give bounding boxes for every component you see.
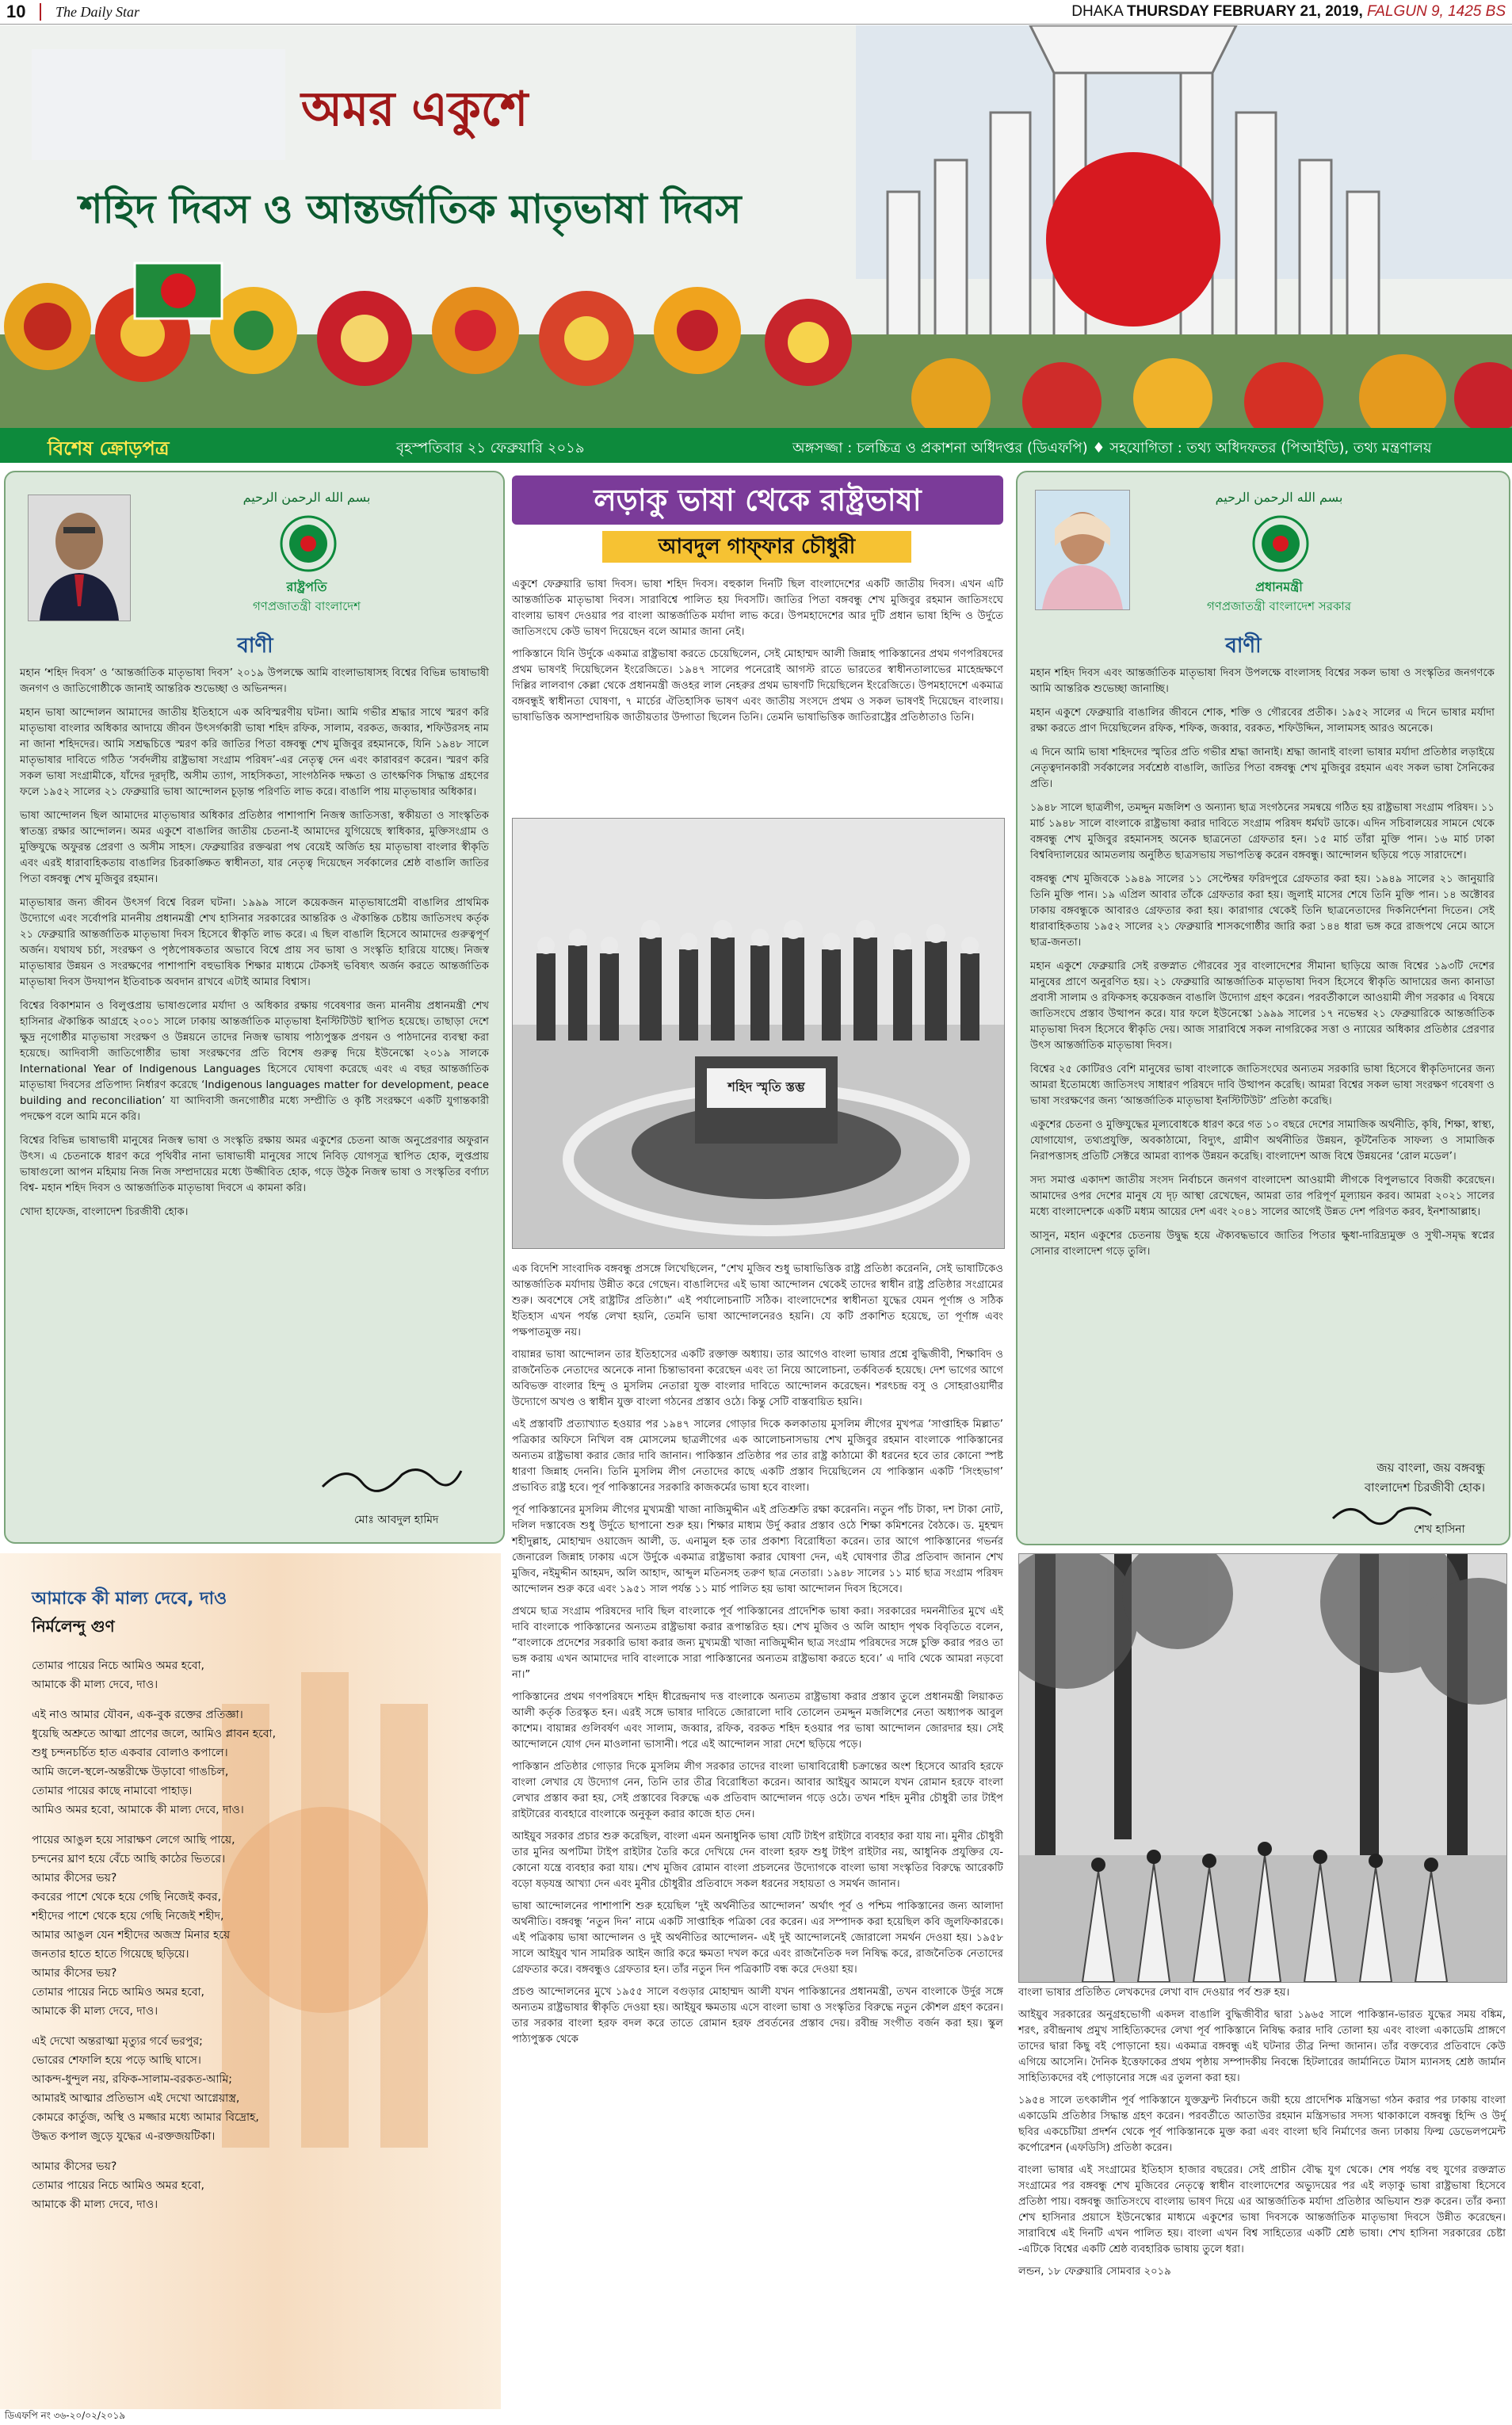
pm-paragraph: বঙ্গবন্ধু শেখ মুজিবকে ১৯৪৯ সালের ১১ সেপ্টেম্বর ফরিদপুরে গ্রেফতার করা হয়। ১৯৪৯ সালের ২১ জানুয়ারি তিনি মুক্তি পান। ১৯ এপ্রিল আবার তাঁকে গ্রেফতার করা হয়। জুলাই মাসের শেষে তিনি মুক্তি পান। ১৪ অক্টোবর ঢাকায় বঙ্গবন্ধুকে আবারও গ্রেফতার করা হয়। কারাগার থেকেই তিনি ছাত্রনেতাদের দিকনির্দেশনা দিতেন। সেই ধারাবাহিকতায় ১৯৫২ সালের ২১ ফেব্রুয়ারি শাসকগোষ্ঠীর জারি করা ১৪৪ ধারা ভঙ্গ করে রাজপথে নেমে আসে ছাত্র-জনতা। [1030, 873, 1495, 949]
photo-caption: বাংলা ভাষার প্রতিষ্ঠিত লেখকদের লেখা বাদ দেওয়ার পর্ব শুরু হয়। [1018, 1987, 1290, 1999]
pm-paragraph: মহান শহিদ দিবস এবং আন্তর্জাতিক মাতৃভাষা দিবস উপলক্ষে বাংলাসহ বিশ্বের সকল ভাষা ও সংস্কৃতির জনগণকে আমি আন্তরিক শুভেচ্ছা জানাচ্ছি। [1030, 667, 1495, 695]
president-signature-icon [315, 1447, 465, 1503]
poem-line: শহীদের পাশে থেকে হয়ে গেছি নিজেই শহীদ, [32, 1910, 224, 1923]
president-photo [28, 495, 131, 621]
president-paragraph: বিশ্বের বিকাশমান ও বিলুপ্তপ্রায় ভাষাগুলোর মর্যাদা ও অধিকার রক্ষায় গবেষণার জন্য মাননীয় প্রধানমন্ত্রী শেখ হাসিনার ঐকান্তিক আগ্রহে ২০০১ সালে ঢাকায় আন্তর্জাতিক মাতৃভাষা ইনস্টিটিউট স্থাপিত হয়েছে। তাছাড়া দেশে ক্ষুদ্র নৃগোষ্ঠীর মাতৃভাষা সংরক্ষণ ও উন্নয়নে তাদের নিজস্ব ভাষায় পাঠ্যপুস্তক প্রণয়ন ও পাঠদানের ব্যবস্থা করা হয়েছে। আদিবাসী জাতিগোষ্ঠীর ভাষা সংরক্ষণের প্রতি বিশেষ গুরুত্ব দিয়ে ইউনেস্কো ২০১৯ সালকে International Year of Indigenous Languages হিসেবে ঘোষণা করেছে এবং এ বছর আন্তর্জাতিক মাতৃভাষা দিবসের প্রতিপাদ্য নির্ধারণ করেছে ‘Indigenous languages matter for development, peace building and reconciliation’ যা আদিবাসী জনগোষ্ঠীর মধ্যে সম্প্রীতি ও কৃষ্টি সংরক্ষণে একটি যুগান্তকারী পদক্ষেপ বলে আমি মনে করি। [20, 1000, 489, 1123]
pm-bismillah: بسم الله الرحمن الرحيم [1215, 490, 1343, 505]
supplement-date: বৃহস্পতিবার ২১ ফেব্রুয়ারি ২০১৯ [396, 440, 585, 456]
pm-paragraph: ১৯৪৮ সালে ছাত্রলীগ, তমদ্দুন মজলিশ ও অন্যান্য ছাত্র সংগঠনের সমন্বয়ে গঠিত হয় রাষ্ট্রভাষা সংগ্রাম পরিষদ। ১১ মার্চ ১৯৪৮ সালে বাংলাকে রাষ্ট্রভাষা করার দাবিতে সংগ্রাম পরিষদ ধর্মঘট ডাকে। এদিন সচিবালয়ের সামনে থেকে বঙ্গবন্ধু শেখ মুজিবুর রহমানসহ অনেক ছাত্রনেতা গ্রেফতার হন। ১৫ মার্চ তাঁরা মুক্তি পান। ১৬ মার্চ ঢাকা বিশ্ববিদ্যালয়ের আমতলায় অনুষ্ঠিত ছাত্রসভায় সভাপতিত্ব করেন বঙ্গবন্ধু। আন্দোলন ছড়িয়ে পড়ে সারাদেশে। [1030, 802, 1495, 861]
banner-title-shahid-dibos: শহিদ দিবস ও আন্তর্জাতিক মাতৃভাষা দিবস [79, 185, 742, 232]
pm-govt-label: গণপ্রজাতন্ত্রী বাংলাদেশ সরকার [1206, 599, 1352, 613]
pm-paragraph: একুশের চেতনা ও মুক্তিযুদ্ধের মূল্যবোধকে ধারণ করে গত ১০ বছরে দেশের সামাজিক অর্থনীতি, কৃষি, শিক্ষা, স্বাস্থ্য, যোগাযোগ, তথ্যপ্রযুক্তি, অবকাঠামো, বিদ্যুৎ, গ্রামীণ অর্থনীতির উন্নয়ন, কূটনৈতিক সাফল্য ও সামাজিক নিরাপত্তাসহ প্রতিটি সেক্টরে আমরা ব্যাপক উন্নয়ন করেছি। বাংলাদেশ আজ বিশ্বে উন্নয়নের ‘রোল মডেল’। [1030, 1119, 1495, 1163]
pm-closing-2: বাংলাদেশ চিরজীবী হোক। [1364, 1480, 1485, 1495]
poem-line: আমাকে কী মাল্য দেবে, দাও। [32, 2005, 158, 2018]
poem-line: আমার আঙুল যেন শহীদের অজস্র মিনার হয়ে [32, 1929, 231, 1942]
dateline-city: DHAKA [1071, 3, 1123, 20]
pm-paragraph: বিশ্বের ২৫ কোটিরও বেশি মানুষের ভাষা বাংলাকে জাতিসংঘের অন্যতম সরকারি ভাষা হিসেবে স্বীকৃতিদানের জন্য আমরা ইতোমধ্যে জাতিসংঘ সাধারণ পরিষদে দাবি উত্থাপন করেছি। আমরা বিশ্বের সকল ভাষা সংরক্ষণ গবেষণা ও ভাষা সংরক্ষণের জন্য ‘আন্তর্জাতিক মাতৃভাষা ইনস্টিটিউট’ প্রতিষ্ঠা করেছি। [1030, 1064, 1495, 1107]
poem-stanza [32, 2032, 475, 2146]
poem-line: আমি জলে-স্থলে-অন্তরীক্ষে উড়াবো গাঙচিল, [32, 1766, 229, 1778]
poem-line: পায়ের আঙুল হয়ে সারাক্ষণ লেগে আছি পায়ে, [32, 1834, 235, 1846]
header-divider [40, 3, 41, 21]
pm-closing-1: জয় বাংলা, জয় বঙ্গবন্ধু [1376, 1461, 1485, 1475]
government-seal-icon [1247, 514, 1314, 574]
photo-monument-sign: শহিদ স্মৃতি স্তম্ভ [727, 1079, 805, 1094]
article-paragraph: আইয়ুব সরকার প্রচার শুরু করেছিল, বাংলা এমন অনাধুনিক ভাষা যেটি টাইপ রাইটারে ব্যবহার করা যায় না। মুনীর চৌধুরী তার মুনির অপটিমা টাইপ রাইটার তৈরি করে দেখিয়ে দেন বাংলা হরফ শুধু টাইপ রাইটার নয়, আধুনিক প্রযুক্তির যে-কোনো যন্ত্রে ব্যবহার করা যায়। শেখ মুজিব রোমান বাংলা প্রচলনের উদ্যোগকে বাংলা ভাষা সংস্কৃতির বিরুদ্ধে আরেকটি বড়ো ষড়যন্ত্র আখ্যা দেন এবং মুনীর চৌধুরীর প্রতিবাদে সকল ধরনের সহায়তা ও সমর্থন জানান। [512, 1831, 1003, 1890]
pm-role: প্রধানমন্ত্রী [1255, 579, 1303, 594]
president-message-heading: বাণী [237, 634, 273, 658]
poem-line: আমিও অমর হবো, আমাকে কী মাল্য দেবে, দাও। [32, 1804, 244, 1816]
poem-line: ভোরের শেফালি হয়ে পড়ে আছি ঘাসে। [32, 2054, 201, 2067]
poem-line: এই দেখো অন্তরাত্মা মৃত্যুর গর্বে ভরপুর; [32, 2035, 203, 2048]
poem-line: আমার কীসের ভয়? [32, 1967, 117, 1980]
poem-line: আমার কীসের ভয়? [32, 2160, 117, 2173]
pm-paragraph: মহান একুশে ফেব্রুয়ারি সেই রক্তস্নাত গৌরবের সুর বাংলাদেশের সীমানা ছাড়িয়ে আজ বিশ্বের ১৯৩টি দেশের মানুষের প্রাণে অনুরণিত হয়। ২১ ফেব্রুয়ারি আন্তর্জাতিক মাতৃভাষা দিবস হিসেবে স্বীকৃতি আদায়ের জন্য কানাডা প্রবাসী সালাম ও রফিকসহ কয়েকজন বাঙালি উদ্যোগ গ্রহণ করেন। পরবর্তীকালে আওয়ামী লীগ সরকার এ বিষয়ে জাতিসংঘে প্রস্তাব উত্থাপন করে। যার ফলে ইউনেস্কো ১৯৯৯ সালের ১৭ নভেম্বর ২১ ফেব্রুয়ারিকে আন্তর্জাতিক মাতৃভাষা দিবস হিসেবে স্বীকৃতি দেয়। আজ সারাবিশ্বে সকল নাগরিকের সত্তা ও ন্যায়ের অধিকার প্রতিষ্ঠার প্রেরণার উৎস আন্তর্জাতিক মাতৃভাষা দিবস। [1030, 960, 1495, 1052]
article-paragraph: বায়ান্নর ভাষা আন্দোলন তার ইতিহাসের একটি রক্তাক্ত অধ্যায়। তার আগেও বাংলা ভাষার প্রশ্নে বুদ্ধিজীবী, শিক্ষাবিদ ও রাজনৈতিক নেতাদের অনেকে নানা চিন্তাভাবনা করেছেন এবং তা নিয়ে আলোচনা, তর্কবিতর্ক হয়েছে। দেশ ভাগের আগে অবিভক্ত বাংলার হিন্দু ও মুসলিম নেতারা যুক্ত বাংলার দাবিতে আন্দোলন করেছেন। শরৎচন্দ্র বসু ও সোহরাওয়ার্দীর উদ্যোগে অখণ্ড ও স্বাধীন যুক্ত বাংলা গঠনের প্রস্তাব ওঠে। কিন্তু সেটি বাস্তবায়িত হয়নি। [512, 1349, 1003, 1408]
pm-message-heading: বাণী [1225, 634, 1262, 658]
president-paragraph: মাতৃভাষার জন্য জীবন উৎসর্গ বিশ্বে বিরল ঘটনা। ১৯৯৯ সালে কয়েকজন মাতৃভাষাপ্রেমী বাঙালির প্রাথমিক উদ্যোগে এবং সর্বোপরি মাননীয় প্রধানমন্ত্রী শেখ হাসিনার সরকারের আন্তরিক ও ঐকান্তিক চেষ্টায় জাতিসংঘ কর্তৃক ২১ ফেব্রুয়ারি আন্তর্জাতিক মাতৃভাষা দিবস হিসেবে স্বীকৃতি লাভ করে। এ ছিল বাঙালি হিসেবে আমাদের গুরুত্বপূর্ণ অর্জন। যথাযথ চর্চা, সংরক্ষণ ও পৃষ্ঠপোষকতার অভাবে বিশ্বে প্রায় সব ভাষা ও সংস্কৃতি হারিয়ে যাচ্ছে। নিজস্ব মাতৃভাষার উন্নয়ন ও সংরক্ষণের পাশাপাশি বহুভাষিক শিক্ষার মাধ্যমে টেকসই ভবিষ্যৎ অর্জন করতে আন্তর্জাতিক মাতৃভাষা দিবস উদযাপন ইতিবাচক অবদান রাখবে এটাই আমার বিশ্বাস। [20, 897, 489, 988]
poem-line: তোমার পায়ের নিচে আমিও অমর হবো, [32, 1659, 205, 1672]
poem-line: শুধু চন্দনচর্চিত হাত একবার বোলাও কপালে। [32, 1747, 228, 1759]
article-paragraph: প্রথমে ছাত্র সংগ্রাম পরিষদের দাবি ছিল বাংলাকে পূর্ব পাকিস্তানের প্রাদেশিক ভাষা করা। সরকারের দমননীতির মুখে এই দাবি বাংলাকে পাকিস্তানের অন্যতম রাষ্ট্রভাষা করার রূপান্তরিত হয়। শেখ মুজিব ও অলি আহাদ পৃথক বিবৃতিতে বলেন, “বাংলাকে প্রদেশের সরকারি ভাষা করার জন্য মুখ্যমন্ত্রী খাজা নাজিমুদ্দীন ছাত্র সংগ্রাম পরিষদের সঙ্গে চুক্তি করার পরও তা ভঙ্গ করায় এখন আমাদের দাবি বাংলাকে সারা পাকিস্তানের অন্যতম রাষ্ট্রভাষা করতে হবে।’ এ দাবি থেকে আমরা নড়বো না।” [512, 1606, 1003, 1681]
poem-line: ধুয়েছি অশ্রুতে আত্মা প্রাণের জলে, আমিও প্লাবন হবো, [32, 1728, 277, 1740]
poem-line: তোমার পায়ের কাছে নামাবো পাহাড়। [32, 1785, 193, 1797]
poem-line: আমাকে কী মাল্য দেবে, দাও। [32, 1678, 158, 1691]
poem-line: আমারই আত্মার প্রতিভাস এই দেখো আগ্নেয়াস্ত্র, [32, 2092, 240, 2105]
poem-body [32, 1656, 475, 2225]
president-paragraph: বিশ্বের বিভিন্ন ভাষাভাষী মানুষের নিজস্ব ভাষা ও সংস্কৃতি রক্ষায় অমর একুশের চেতনা আজ অনুপ্রেরণার অফুরান উৎস। এ চেতনাকে ধারণ করে পৃথিবীর নানা ভাষাভাষী মানুষের সাথে নিবিড় যোগসূত্র স্থাপিত হোক, লুপ্তপ্রায় ভাষাগুলো আপন মহিমায় নিজ নিজ সম্প্রদায়ের মধ্যে উজ্জীবিত হোক, গড়ে উঠুক নিজস্ব ভাষা ও সংস্কৃতির বর্ণাঢ্য বিশ্ব- মহান শহিদ দিবস ও আন্তর্জাতিক মাতৃভাষা দিবসে এ কামনা করি। [20, 1135, 489, 1194]
president-paragraph: ভাষা আন্দোলন ছিল আমাদের মাতৃভাষার অধিকার প্রতিষ্ঠার পাশাপাশি নিজস্ব জাতিসত্তা, স্বকীয়তা ও সাংস্কৃতিক স্বাতন্ত্র্য রক্ষার আন্দোলন। অমর একুশে বাঙালির জাতীয় চেতনা-ই আমাদের যুগিয়েছে স্বাধিকার, মুক্তিসংগ্রাম ও মুক্তিযুদ্ধে অফুরন্ত প্রেরণা ও অসীম সাহস। ফেব্রুয়ারির রক্তঝরা পথ বেয়েই অর্জিত হয় মাতৃভাষা বাংলার স্বীকৃতি এবং এরই ধারাবাহিকতায় বাঙালির চিরকাঙ্ক্ষিত স্বাধীনতা, যার নেতৃত্ব দিয়েছেন সর্বকালের শ্রেষ্ঠ বাঙালি জাতির পিতা বঙ্গবন্ধু শেখ মুজিবুর রহমান। [20, 810, 489, 885]
article-dateline: লন্ডন, ১৮ ফেব্রুয়ারি সোমবার ২০১৯ [1018, 2266, 1171, 2278]
poem-stanza [32, 1656, 475, 1694]
poem-line: আমাকে কী মাল্য দেবে, দাও। [32, 2198, 158, 2211]
president-signature-name: মোঃ আবদুল হামিদ [354, 1514, 439, 1526]
supplement-credit: অঙ্গসজ্জা : চলচ্চিত্র ও প্রকাশনা অধিদপ্তর (ডিএফপি) ♦ সহযোগিতা : তথ্য অধিদফতর (পিআইডি), তথ্য মন্ত্রণালয় [792, 440, 1432, 456]
article-paragraph: ১৯৫৪ সালে তৎকালীন পূর্ব পাকিস্তানে যুক্তফ্রন্ট নির্বাচনে জয়ী হয়ে প্রাদেশিক মন্ত্রিসভা গঠন করার পর ঢাকায় বাংলা একাডেমি প্রতিষ্ঠার সিদ্ধান্ত গ্রহণ করেন। পরবর্তীতে আতাউর রহমান মন্ত্রিসভার সদস্য থাকাকালে বঙ্গবন্ধু হিন্দি ও উর্দু ছবির একচেটিয়া প্রদর্শন থেকে পূর্ব পাকিস্তানকে মুক্ত করা এবং বাংলা ছবি নির্মাণের জন্য ঢাকায় ফিল্ম ডেভেলপমেন্ট কর্পোরেশন (এফডিসি) প্রতিষ্ঠা করেন। [1018, 2095, 1506, 2154]
pm-paragraph: মহান একুশে ফেব্রুয়ারি বাঙালির জীবনে শোক, শক্তি ও গৌরবের প্রতীক। ১৯৫২ সালের এ দিনে ভাষার মর্যাদা রক্ষা করতে প্রাণ দিয়েছিলেন রফিক, শফিক, জব্বার, বরকত, শফিউদ্দিন, সালামসহ আরও অনেকে। [1030, 707, 1495, 735]
poem-title: আমাকে কী মাল্য দেবে, দাও [32, 1589, 227, 1609]
article-paragraph: বাংলা ভাষার এই সংগ্রামের ইতিহাস হাজার বছরের। সেই প্রাচীন বৌদ্ধ যুগ থেকে। শেষ পর্যন্ত বহু যুগের রক্তস্নাত সংগ্রামের পর বঙ্গবন্ধু শেখ মুজিবের নেতৃত্বে স্বাধীন বাংলাদেশের অভ্যুদয়ের পর এই লড়াকু ভাষা রাষ্ট্রভাষা হিসেবে প্রতিষ্ঠা পায়। বঙ্গবন্ধু জাতিসংঘে বাংলায় ভাষণ দিয়ে এর আন্তর্জাতিক মর্যাদা প্রতিষ্ঠার অভিযান শুরু করেন। তাঁর কন্যা শেখ হাসিনার প্রয়াসে ইউনেস্কোর মাধ্যমে একুশের ভাষা দিবসকে আন্তর্জাতিক মাতৃভাষা দিবসে উন্নীত করেছেন। সারাবিশ্বে এই দিনটি এখন পালিত হয়। বাংলা এখন বিশ্ব সাহিত্যের একটি শ্রেষ্ঠ ভাষা। শেখ হাসিনা সরকারের চেষ্টা -এটিকে বিশ্বের একটি শ্রেষ্ঠ ব্যবহারিক ভাষায় তুলে ধরা। [1018, 2164, 1506, 2255]
article-paragraph: এই প্রস্তাবটি প্রত্যাখ্যাত হওয়ার পর ১৯৪৭ সালের গোড়ার দিকে কলকাতায় মুসলিম লীগের মুখপত্র ‘সাপ্তাহিক মিল্লাত’ পত্রিকার অফিসে নিখিল বঙ্গ মোসলেম ছাত্রলীগের এক আলোচনাসভায় শেখ মুজিবুর রহমান বাংলাকে পাকিস্তানের অন্যতম রাষ্ট্রভাষা করার জোর দাবি জানান। পাকিস্তান প্রতিষ্ঠার পর তার রাষ্ট্র কাঠামো কী ধরনের হবে তার কোনো স্পষ্ট ধারণা জিন্নাহ দেননি। তিনি মুসলিম লীগ নেতাদের কাছে একটি প্রস্তাব দিয়েছিলেন যে পাকিস্তান একটি ‘সিংহভাগ’ প্রভাবিত রাষ্ট্র হবে। পূর্ব পাকিস্তানের সরকারি কাজকর্মের ভাষা হবে বাংলা। [512, 1419, 1003, 1494]
article-title: লড়াকু ভাষা থেকে রাষ্ট্রভাষা [594, 483, 922, 517]
poem-line: আমার কীসের ভয়? [32, 1872, 117, 1885]
president-portrait-icon [29, 495, 130, 621]
article-paragraph: ভাষা আন্দোলনের পাশাপাশি শুরু হয়েছিল ‘দুই অর্থনীতির আন্দোলন’ অর্থাৎ পূর্ব ও পশ্চিম পাকিস্তানের জন্য আলাদা অর্থনীতি। বঙ্গবন্ধু ‘নতুন দিন’ নামে একটি সাপ্তাহিক পত্রিকা বের করেন। এর সম্পাদক করা হয়েছিল কবি জুলফিকারকে। এই পত্রিকায় ভাষা আন্দোলন ও দুই অর্থনীতির আন্দোলন- এই দুই আন্দোলনেই জোরালো সমর্থন দেওয়া হয়। ১৯৫৮ সালে আইয়ুব খান সামরিক আইন জারি করে ক্ষমতা দখল করে এবং রাজনৈতিক দল নিষিদ্ধ করে, রাজনৈতিক নেতাদের গ্রেফতার করে। বঙ্গবন্ধুও গ্রেফতার হন। তাঁর নতুন দিন পত্রিকাটি বন্ধ করে দেওয়া হয়। [512, 1900, 1003, 1976]
article-paragraph: এক বিদেশি সাংবাদিক বঙ্গবন্ধু প্রসঙ্গে লিখেছিলেন, “শেখ মুজিব শুধু ভাষাভিত্তিক রাষ্ট্র প্রতিষ্ঠা করেননি, সেই ভাষাটিকেও আন্তর্জাতিক মর্যাদায় উন্নীত করে গেছেন। বাঙালিদের এই ভাষা আন্দোলন থেকেই তাদের স্বাধীন রাষ্ট্র প্রতিষ্ঠার সংগ্রামের শুরু। অবশেষে সেই রাষ্ট্রটির প্রতিষ্ঠা।” এই পর্যালোচনাটি সঠিক। বাংলাদেশের স্বাধীনতা যুদ্ধের যেমন পূর্ণাঙ্গ ও সঠিক ইতিহাস এখন পর্যন্ত লেখা হয়নি, তেমনি ভাষা আন্দোলনেরও হয়নি। যে কটি প্রকাশিত হয়েছে, তা পূর্ণাঙ্গ এবং পক্ষপাতমুক্ত নয়। [512, 1263, 1003, 1339]
poem-line: আকন্দ-ধুন্দুল নয়, রফিক-সালাম-বরকত-আমি; [32, 2073, 232, 2086]
supplement-label: বিশেষ ক্রোড়পত্র [48, 437, 170, 460]
poem-panel [0, 1553, 501, 2409]
newspaper-name: The Daily Star [55, 4, 139, 20]
pm-photo [1035, 490, 1130, 610]
poem-poet: নির্মলেন্দু গুণ [32, 1617, 115, 1636]
procession-photo-icon [1019, 1554, 1506, 1982]
president-paragraph: মহান ভাষা আন্দোলন আমাদের জাতীয় ইতিহাসে এক অবিস্মরণীয় ঘটনা। আমি গভীর শ্রদ্ধার সাথে স্মরণ করি মাতৃভাষা বাংলার অধিকার আদায়ে জীবন উৎসর্গকারী ভাষা শহিদ রফিক, সালাম, বরকত, জব্বার, শফিউরসহ নাম না জানা শহিদদের। আমি সশ্রদ্ধচিত্তে স্মরণ করি জাতির পিতা বঙ্গবন্ধু শেখ মুজিবুর রহমানকে, যিনি ১৯৪৮ সালে মাতৃভাষার দাবিতে গঠিত ‘সর্বদলীয় রাষ্ট্রভাষা সংগ্রাম পরিষদ’-এর নেতৃত্ব দেন এবং কারাবরণ করেন। স্মরণ করি সকল ভাষা সংগ্রামীকে, যাঁদের দূরদৃষ্টি, অসীম ত্যাগ, সাহসিকতা, সাংগঠনিক দক্ষতা ও তাৎক্ষণিক সিদ্ধান্ত গ্রহণের ফলে ১৯৫২ সালের ২১ ফেব্রুয়ারি ভাষা আন্দোলন চূড়ান্ত পরিণতি লাভ করে। বাঙালি পায় মাতৃভাষার অধিকার। [20, 707, 489, 798]
president-bismillah: بسم الله الرحمن الرحيم [242, 490, 371, 505]
article-paragraph: পাকিস্তানে যিনি উর্দুকে একমাত্র রাষ্ট্রভাষা করতে চেয়েছিলেন, সেই মোহাম্মদ আলী জিন্নাহ পাকিস্তানের প্রথম গণপরিষদের প্রথম ভাষণই দিয়েছিলেন ইংরেজিতে। ১৯৪৭ সালের পনেরোই আগস্ট রাতে ভারতের স্বাধীনতালাভের মাহেন্দ্রক্ষণে দিল্লির লালবাগ কেল্লা থেকে প্রধানমন্ত্রী জওহর লাল নেহরুর প্রথম ভাষণটি দিয়েছিলেন ইংরেজিতে। উপমহাদেশে একমাত্র বঙ্গবন্ধুই স্বাধীনতা ঘোষণা, ৭ মার্চের ঐতিহাসিক ভাষণ এবং জাতীয় সংসদে প্রথম ও সকল ভাষণই দিয়েছেন বাংলায়। ভাষাভিত্তিক অসাম্প্রদায়িক জাতীয়তার উদ্গাতা ছিলেন তিনি। তেমনি ভাষাভিত্তিক জাতিরাষ্ট্রের প্রতিষ্ঠাতাও তিনি। [512, 648, 1003, 724]
government-seal-icon [275, 514, 342, 574]
article-paragraph: পাকিস্তান প্রতিষ্ঠার গোড়ার দিকে মুসলিম লীগ সরকার তাদের বাংলা ভাষাবিরোধী চক্রান্তের অংশ হিসেবে আরবি হরফে বাংলা লেখার যে উদ্যোগ নেন, তিনি তার তীব্র বিরোধিতা করেন। আবার আইয়ুব আমলে যখন রোমান হরফে বাংলা লেখার প্রস্তাব করা হয়, সেই প্রস্তাবের বিরুদ্ধে এক প্রতিবাদ আন্দোলন গড়ে ওঠে। তখন শহিদ মুনীর চৌধুরী তার টাইপ রাইটারের ব্যবহারে বাংলাকে অনুকূল করার কাজে হাত দেন। [512, 1761, 1003, 1820]
poem-stanza [32, 2157, 475, 2214]
pm-message-body [1030, 666, 1495, 1268]
president-message-body [20, 666, 489, 1228]
dateline [1071, 3, 1506, 21]
article-photo-procession [1018, 1553, 1507, 1983]
president-paragraph: মহান ‘শহিদ দিবস’ ও ‘আন্তর্জাতিক মাতৃভাষা দিবস’ ২০১৯ উপলক্ষে আমি বাংলাভাষাসহ বিশ্বের বিভিন্ন ভাষাভাষী জনগণ ও জাতিগোষ্ঠীকে জানাই আন্তরিক শুভেচ্ছা ও অভিনন্দন। [20, 667, 489, 695]
article-author: আবদুল গাফ্‌ফার চৌধুরী [602, 531, 911, 563]
poem-line: কোমরে কার্তুজ, অস্থি ও মজ্জার মধ্যে আমার বিদ্রোহ, [32, 2111, 259, 2124]
dfp-code: ডিএফপি নং ৩৬-২০/০২/২০১৯ [5, 2410, 126, 2421]
supplement-ribbon [0, 428, 1512, 463]
page-header [0, 0, 1512, 25]
president-message-panel [4, 471, 505, 1544]
article-paragraph: পাকিস্তানের প্রথম গণপরিষদে শহিদ ধীরেন্দ্রনাথ দত্ত বাংলাকে অন্যতম রাষ্ট্রভাষা করার প্রস্তাব তুলে প্রধানমন্ত্রী লিয়াকত আলী কর্তৃক তিরস্কৃত হন। এরই সঙ্গে ভাষার দাবিতে জোরালো দাবি তোলেন তমদ্দুন মজলিশের নেতা অধ্যাপক আবুল কাশেম। বায়ান্নর গুলিবর্ষণ এবং সালাম, জব্বার, রফিক, বরকত শহিদ হওয়ার পর ভাষা আন্দোলন জোরদার হয়। সেই আন্দোলনে যোগ দেন মাওলানা ভাসানী। পরে এই আন্দোলন সারা দেশে ছড়িয়ে পড়ে। [512, 1691, 1003, 1751]
banner [0, 25, 1512, 428]
poem-line: চন্দনের ঘ্রাণ হয়ে বেঁচে আছি কাঠের ভিতরে। [32, 1853, 226, 1866]
banner-title-amar-ekushe: অমর একুশে [301, 82, 529, 137]
article-body [512, 1262, 1003, 2054]
article-title-banner [512, 475, 1003, 525]
poem-stanza [32, 1705, 475, 1820]
pm-paragraph: এ দিনে আমি ভাষা শহিদদের স্মৃতির প্রতি গভীর শ্রদ্ধা জানাই। শ্রদ্ধা জানাই বাংলা ভাষার মর্যাদা প্রতিষ্ঠার লড়াইয়ে নেতৃত্বদানকারী সর্বকালের সর্বশ্রেষ্ঠ বাঙালি, জাতির পিতা বঙ্গবন্ধু শেখ মুজিবুর রহমান এবং সকল ভাষা সৈনিকের প্রতি। [1030, 747, 1495, 790]
pm-signature-name: শেখ হাসিনা [1414, 1523, 1465, 1536]
pm-paragraph: আসুন, মহান একুশের চেতনায় উদ্বুদ্ধ হয়ে ঐক্যবদ্ধভাবে জাতির পিতার ক্ষুধা-দারিদ্র্যমুক্ত ও সুখী-সমৃদ্ধ স্বপ্নের সোনার বাংলাদেশ গড়ে তুলি। [1030, 1230, 1495, 1258]
page-number: 10 [6, 2, 26, 21]
dateline-bangla-date: FALGUN 9, 1425 BS [1367, 3, 1506, 20]
article-intro [512, 577, 1003, 732]
pm-message-panel [1016, 471, 1510, 1545]
poem-line: উদ্ধত কপাল জুড়ে যুদ্ধের এ-রক্তজয়টিকা। [32, 2130, 216, 2143]
article-paragraph: আইয়ুব সরকারের অনুগ্রহভোগী একদল বাঙালি বুদ্ধিজীবীর দ্বারা ১৯৬৫ সালে পাকিস্তান-ভারত যুদ্ধের সময় বঙ্কিম, শরৎ, রবীন্দ্রনাথ প্রমুখ সাহিত্যিকদের লেখা পূর্ব পাকিস্তানে নিষিদ্ধ করার দাবি তোলা হয় এবং বাংলা একাডেমি প্রাঙ্গণে তাদের দ্বারা কিছু বই পোড়ানো হয়। একমাত্র বঙ্গবন্ধু এই ঘটনার তীব্র নিন্দা জানান। তাঁর বক্তব্যের প্রতিবাদে কেউ এগিয়ে আসেনি। দৈনিক ইত্তেফাকের প্রথম পৃষ্ঠায় সম্পাদকীয় নিবন্ধে হিটলারের জার্মানিতে টমাস ম্যানসহ শ্রেষ্ঠ জার্মান সাহিত্যিকদের বই পোড়ানোর সঙ্গে এর তুলনা করা হয়। [1018, 2009, 1506, 2084]
president-govt-label: গণপ্রজাতন্ত্রী বাংলাদেশ [252, 599, 361, 613]
pm-paragraph: সদ্য সমাপ্ত একাদশ জাতীয় সংসদ নির্বাচনে জনগণ বাংলাদেশ আওয়ামী লীগকে বিপুলভাবে বিজয়ী করেছেন। আমাদের ওপর দেশের মানুষ যে দৃঢ় আস্থা রেখেছেন, আমরা তার পরিপূর্ণ মূল্যায়ন করব। আমরা ২০২১ সালের মধ্যে বাংলাদেশকে একটি মধ্যম আয়ের দেশ এবং ২০৪১ সালের আগেই উন্নত দেশ পরিণত করব, ইনশাআল্লাহ। [1030, 1174, 1495, 1218]
poem-line: কবরের পাশে থেকে হয়ে গেছি নিজেই কবর, [32, 1891, 222, 1904]
poem-line: জনতার হাতে হাতে গিয়েছে ছড়িয়ে। [32, 1948, 189, 1961]
pm-portrait-icon [1036, 491, 1129, 609]
article-paragraph: পূর্ব পাকিস্তানের মুসলিম লীগের মুখ্যমন্ত্রী খাজা নাজিমুদ্দীন এই প্রতিশ্রুতি রক্ষা করেননি। নতুন পাঁচ টাকা, দশ টাকা নোট, দলিল দস্তাবেজ শুধু উর্দুতে ছাপানো শুরু হয়। শিক্ষার মাধ্যম উর্দু করার প্রস্তাব ওঠে শিক্ষা কমিশনের বৈঠকে। ড. মুহম্মদ শহীদুল্লাহ, মোহাম্মদ ওয়াজেদ আলী, ড. এনামুল হক তার প্রকাশ্য বিরোধিতা করেন। তার আগে পাকিস্তানের গভর্নর জেনারেল জিন্নাহ ঢাকায় এসে উর্দুকে একমাত্র রাষ্ট্রভাষা করার ঘোষণা দেন, এই ঘোষণার তীব্র প্রতিবাদ জানান শেখ মুজিব, নইমুদ্দীন আহমদ, অলি আহাদ, আব্দুল মতিনসহ তরুণ ছাত্র নেতারা। ১৯৪৮ সালের ১১ মার্চ ছাত্র সংগ্রাম পরিষদ আন্দোলন শুরু করে এবং ১৯৫১ সাল পর্যন্ত ১১ মার্চ পালিত হয় ভাষা আন্দোলন দিবস হিসেবে। [512, 1504, 1003, 1595]
poem-line: তোমার পায়ের নিচে আমিও অমর হবো, [32, 2179, 205, 2192]
president-paragraph: খোদা হাফেজ, বাংলাদেশ চিরজীবী হোক। [20, 1206, 189, 1218]
article-paragraph: প্রচণ্ড আন্দোলনের মুখে ১৯৫৫ সালে বগুড়ার মোহাম্মদ আলী যখন পাকিস্তানের প্রধানমন্ত্রী, তখন বাংলাকে উর্দুর সঙ্গে অন্যতম রাষ্ট্রভাষার স্বীকৃতি দেওয়া হয়। আইয়ুব ক্ষমতায় এসে বাংলা ভাষা ও সংস্কৃতির বিরুদ্ধে নতুন কৌশল গ্রহণ করেন। তার সরকার বাংলা হরফ বদল করে তাতে রোমান হরফ প্রবর্তনের প্রস্তাব দেয়। রবীন্দ্র সংগীত বর্জন করা হয়। স্কুল পাঠ্যপুস্তক থেকে [512, 1986, 1003, 2045]
historical-photo-icon [513, 819, 1004, 1248]
dateline-date: THURSDAY FEBRUARY 21, 2019, [1126, 3, 1363, 20]
poem-stanza [32, 1831, 475, 2021]
poem-line: এই নাও আমার যৌবন, এক-বুক রক্তের প্রতিজ্ঞা। [32, 1709, 243, 1721]
article-continuation [1018, 1985, 1506, 2286]
article-paragraph: একুশে ফেব্রুয়ারি ভাষা দিবস। ভাষা শহিদ দিবস। বহুকাল দিনটি ছিল বাংলাদেশের একটি জাতীয় দিবস। এখন এটি আন্তর্জাতিক মাতৃভাষা দিবস। সারাবিশ্বে পালিত হয় দিবসটি। জাতির পিতা বঙ্গবন্ধু শেখ মুজিবুর রহমান জাতিসংঘে বাংলায় ভাষণ দেওয়ার পর বাংলা আন্তর্জাতিক মর্যাদা লাভ করে। উপমহাদেশের আর দুটি প্রধান ভাষা হিন্দি ও উর্দুতে জাতিসংঘে কেউ ভাষণ দিয়েছেন বলে আমার জানা নেই। [512, 579, 1003, 638]
poem-line: তোমার পায়ের নিচে আমিও অমর হবো, [32, 1986, 205, 1999]
president-role: রাষ্ট্রপতি [286, 579, 327, 594]
article-photo-shaheed-minar [512, 818, 1005, 1249]
